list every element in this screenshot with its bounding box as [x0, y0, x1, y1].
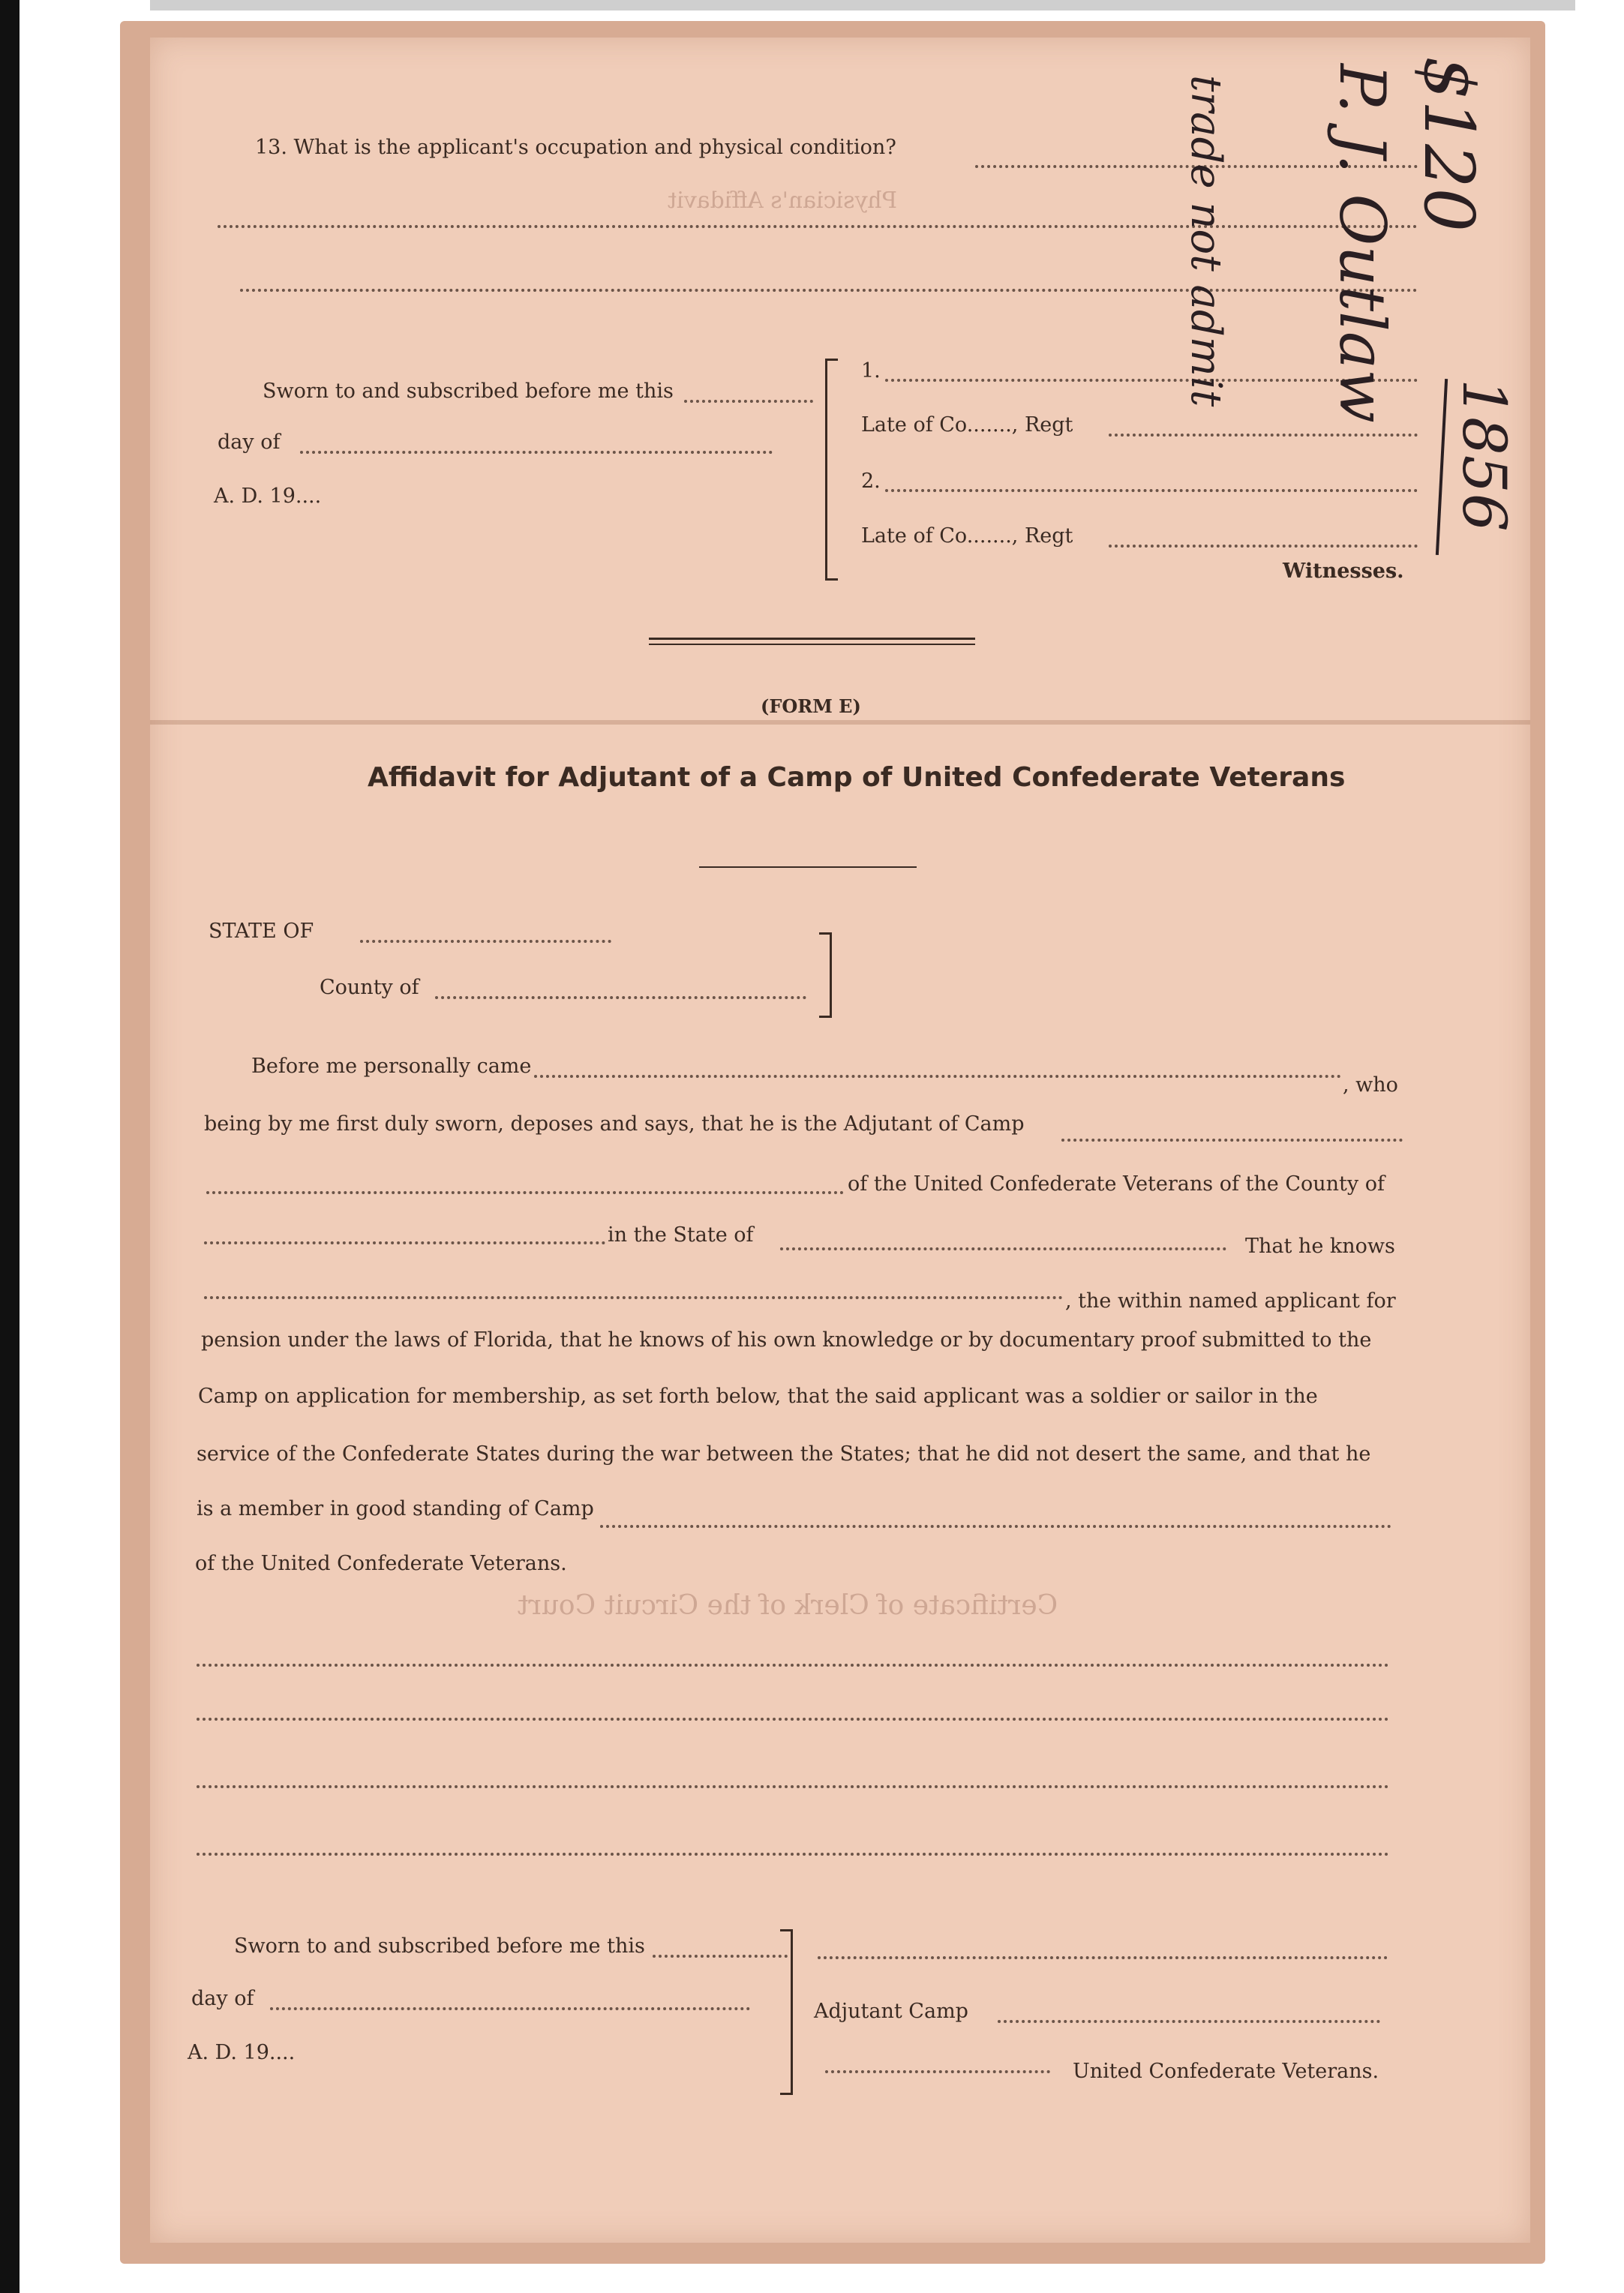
adjutant-camp-label: Adjutant Camp: [814, 2000, 968, 2023]
who-text: , who: [1343, 1073, 1398, 1097]
scan-edge: [0, 0, 20, 2293]
state-line[interactable]: [360, 940, 611, 943]
county-name-line[interactable]: [204, 1241, 605, 1244]
handwritten-amount: $120: [1409, 56, 1489, 233]
form-label: (FORM E): [761, 695, 861, 717]
remarks-line[interactable]: [197, 1664, 1389, 1667]
witness-2-label: 2.: [861, 470, 881, 493]
that-he-knows-text: That he knows: [1245, 1235, 1395, 1258]
late-of-co-1: Late of Co......., Regt: [861, 413, 1073, 437]
regt-1-line[interactable]: [1109, 434, 1418, 437]
ucv-camp-line[interactable]: [825, 2070, 1050, 2073]
body-line-8: service of the Confederate States during the war between the States; that he did not desert the same, and that he: [197, 1442, 1371, 1466]
form-title: Affidavit for Adjutant of a Camp of United Confederate Veterans: [368, 762, 1346, 793]
sworn-text: Sworn to and subscribed before me this: [263, 380, 674, 403]
county-line[interactable]: [435, 996, 806, 999]
ad-19-label-2: A. D. 19....: [188, 2041, 296, 2064]
body-line-7: Camp on application for membership, as set forth below, that the said applicant was a soldier or sailor in the: [198, 1385, 1318, 1408]
applicant-line[interactable]: [204, 1296, 1063, 1299]
adjutant-camp-line[interactable]: [998, 2020, 1380, 2023]
applicant-name-line[interactable]: [534, 1075, 1341, 1078]
bleed-through-heading: Physician's Affidavit: [668, 188, 897, 214]
body-line-2: being by me first duly sworn, deposes and says, that he is the Adjutant of Camp: [204, 1112, 1025, 1136]
state-of-label: STATE OF: [209, 920, 314, 943]
adjutant-signature-line[interactable]: [818, 1956, 1388, 1959]
fold-crease: [150, 720, 1530, 725]
camp-line[interactable]: [1061, 1139, 1403, 1142]
late-of-co-2: Late of Co......., Regt: [861, 524, 1073, 548]
remarks-line[interactable]: [197, 1785, 1389, 1788]
within-named-text: , the within named applicant for: [1065, 1289, 1396, 1313]
in-state-of-text: in the State of: [608, 1223, 754, 1247]
date-line-2[interactable]: [653, 1955, 788, 1958]
body-line-6: pension under the laws of Florida, that he knows of his own knowledge or by documentary proof submitted to the: [201, 1328, 1372, 1352]
before-me-text: Before me personally came: [251, 1055, 532, 1078]
camp-standing-line[interactable]: [600, 1525, 1391, 1528]
day-of-label-2: day of: [191, 1987, 254, 2010]
witnesses-label: Witnesses.: [1283, 560, 1404, 583]
ucv-label: United Confederate Veterans.: [1073, 2060, 1379, 2083]
body-line-10: of the United Confederate Veterans.: [195, 1552, 567, 1575]
body-line-3: of the United Confederate Veterans of the County of: [848, 1172, 1385, 1196]
regt-2-line[interactable]: [1109, 545, 1418, 548]
bracket: [825, 359, 838, 581]
remarks-line[interactable]: [197, 1853, 1389, 1856]
body-line-9: is a member in good standing of Camp: [197, 1497, 594, 1520]
bracket: [780, 1929, 793, 2095]
date-line[interactable]: [684, 400, 813, 403]
witness-1-label: 1.: [861, 359, 881, 383]
day-line-2[interactable]: [270, 2007, 750, 2010]
handwritten-note: trade not admit: [1181, 75, 1230, 407]
day-line[interactable]: [300, 451, 773, 454]
answer-line[interactable]: [218, 225, 1418, 228]
bracket: [819, 932, 832, 1018]
state-name-line[interactable]: [780, 1247, 1226, 1250]
handwritten-number: 1856: [1449, 379, 1519, 532]
remarks-line[interactable]: [197, 1718, 1389, 1721]
double-rule-bottom: [649, 644, 975, 645]
camp-name-line[interactable]: [206, 1191, 844, 1194]
handwritten-name: P. J. Outlaw: [1325, 64, 1399, 424]
title-underline: [699, 866, 917, 868]
answer-line[interactable]: [240, 289, 1418, 292]
question-13: 13. What is the applicant's occupation and physical condition?: [255, 136, 896, 159]
county-of-label: County of: [320, 976, 419, 999]
double-rule-top: [649, 638, 975, 640]
ad-19-label: A. D. 19....: [214, 485, 322, 508]
scan-edge-top: [150, 0, 1575, 11]
day-of-label: day of: [218, 431, 281, 454]
witness-2-line[interactable]: [885, 489, 1418, 492]
sworn-text-2: Sworn to and subscribed before me this: [234, 1934, 645, 1958]
bleed-through-heading-2: Certificate of Clerk of the Circuit Court: [518, 1590, 1058, 1621]
